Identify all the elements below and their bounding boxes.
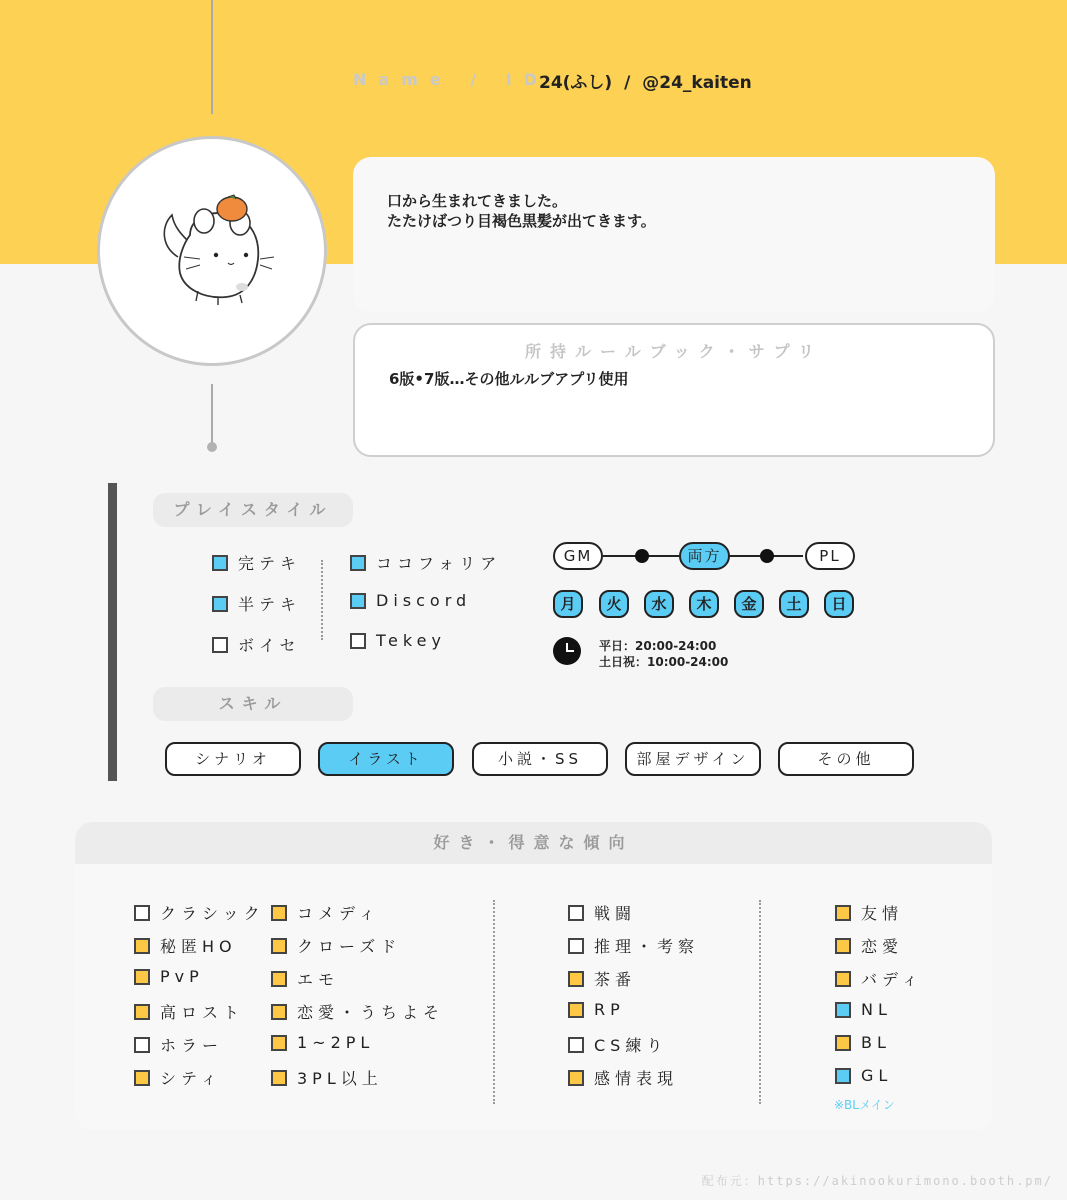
dotted-divider	[321, 560, 323, 640]
pref-label: 秘匿HO	[160, 937, 237, 956]
pref-item[interactable]	[568, 934, 699, 957]
checkbox-unchecked[interactable]	[134, 905, 150, 921]
playstyle-label: 完テキ	[238, 554, 302, 573]
intro-line-2: たたけばつり目褐色黒髪が出てきます。	[387, 212, 656, 230]
playstyle-title: プレイスタイル	[153, 493, 353, 527]
pref-label: 高ロスト	[160, 1003, 245, 1022]
pref-label: NL	[861, 1000, 892, 1019]
skills-title: スキル	[153, 687, 353, 721]
playstyle-item-kan-teki[interactable]	[212, 551, 301, 574]
skill-illust-selected[interactable]: イラスト	[318, 742, 454, 776]
pref-item[interactable]	[134, 901, 265, 924]
day-sun[interactable]: 日	[824, 590, 854, 618]
role-step-dot[interactable]	[760, 549, 774, 563]
pref-label: バディ	[861, 970, 923, 989]
name-id-label: Name / ID	[353, 70, 549, 89]
day-mon[interactable]: 月	[553, 590, 583, 618]
checkbox-checked[interactable]	[271, 971, 287, 987]
checkbox-checked[interactable]	[350, 593, 366, 609]
dotted-divider	[759, 900, 761, 1104]
checkbox-checked[interactable]	[134, 938, 150, 954]
role-gm[interactable]: GM	[553, 542, 603, 570]
playstyle-label: Discord	[376, 591, 472, 610]
timeline-line-top	[211, 0, 213, 114]
checkbox-unchecked[interactable]	[212, 637, 228, 653]
time-weekend: 土日祝：10:00-24:00	[599, 655, 729, 669]
credit-text: 配布元：https://akinookurimono.booth.pm/	[701, 1174, 1053, 1188]
role-step-dot[interactable]	[635, 549, 649, 563]
pref-item[interactable]	[271, 967, 339, 990]
pref-item[interactable]	[271, 934, 401, 957]
playstyle-item-han-teki[interactable]	[212, 592, 301, 615]
pref-label: GL	[861, 1066, 893, 1085]
pref-item[interactable]	[835, 1033, 891, 1052]
checkbox-unchecked[interactable]	[568, 1037, 584, 1053]
pref-item[interactable]	[568, 901, 636, 924]
pref-label: 友情	[861, 904, 904, 923]
checkbox-checked[interactable]	[212, 555, 228, 571]
playstyle-item-tekey[interactable]	[350, 631, 446, 650]
playstyle-label: 半テキ	[238, 595, 302, 614]
playstyle-item-voice[interactable]	[212, 633, 301, 656]
pref-item[interactable]	[134, 967, 204, 986]
checkbox-unchecked[interactable]	[568, 938, 584, 954]
pref-label: ホラー	[160, 1036, 224, 1055]
checkbox-unchecked[interactable]	[568, 905, 584, 921]
checkbox-unchecked[interactable]	[134, 1037, 150, 1053]
pref-label: 推理・考察	[594, 937, 700, 956]
preferences-title: 好き・得意な傾向	[75, 822, 992, 864]
pref-item[interactable]	[134, 934, 237, 957]
pref-item[interactable]	[271, 1033, 374, 1052]
checkbox-checked[interactable]	[568, 1070, 584, 1086]
time-weekday: 平日：20:00-24:00	[599, 639, 717, 653]
pref-item[interactable]	[568, 1066, 678, 1089]
name-id-value: 24(ふし) / @24_kaiten	[539, 73, 752, 93]
checkbox-checked[interactable]	[350, 555, 366, 571]
checkbox-unchecked[interactable]	[350, 633, 366, 649]
checkbox-checked[interactable]	[835, 905, 851, 921]
pref-label: クラシック	[160, 904, 265, 923]
timeline-line-mid	[211, 384, 213, 444]
playstyle-item-cocofolia[interactable]	[350, 551, 501, 574]
pref-label: エモ	[297, 970, 340, 989]
pref-item[interactable]	[835, 934, 903, 957]
rulebook-text: 6版•7版…その他ルルブアプリ使用	[389, 370, 629, 388]
pref-label: BL	[861, 1033, 891, 1052]
pref-label: PvP	[160, 967, 204, 986]
day-thu[interactable]: 木	[689, 590, 719, 618]
pref-label: コメディ	[297, 904, 380, 923]
intro-line-1: 口から生まれてきました。	[387, 192, 568, 210]
skill-novel-ss[interactable]: 小説・SS	[472, 742, 608, 776]
checkbox-checked[interactable]	[271, 938, 287, 954]
checkbox-checked[interactable]	[271, 1070, 287, 1086]
section-side-bar	[108, 483, 117, 781]
checkbox-checked[interactable]	[568, 1002, 584, 1018]
pref-item[interactable]	[835, 1066, 892, 1085]
playstyle-label: ココフォリア	[376, 554, 502, 573]
skill-scenario[interactable]: シナリオ	[165, 742, 301, 776]
playstyle-label: ボイセ	[238, 636, 301, 655]
pref-item[interactable]	[134, 1033, 223, 1056]
pref-item[interactable]	[568, 967, 636, 990]
checkbox-checked[interactable]	[835, 938, 851, 954]
checkbox-checked[interactable]	[134, 969, 150, 985]
rulebook-title: 所持ルールブック・サプリ	[525, 342, 823, 361]
pref-label: 茶番	[594, 970, 637, 989]
avatar	[97, 136, 327, 366]
pref-item[interactable]	[835, 901, 903, 924]
dotted-divider	[493, 900, 495, 1104]
pref-label: シティ	[160, 1069, 222, 1088]
rulebook-card	[353, 323, 995, 457]
pref-label: 感情表現	[594, 1069, 679, 1088]
pref-label: 恋愛・うちよそ	[297, 1003, 445, 1022]
day-sat[interactable]: 土	[779, 590, 809, 618]
checkbox-checked[interactable]	[271, 1035, 287, 1051]
day-wed[interactable]: 水	[644, 590, 674, 618]
pref-item[interactable]	[835, 967, 923, 990]
pref-label: 恋愛	[861, 937, 904, 956]
checkbox-checked[interactable]	[568, 971, 584, 987]
pref-item[interactable]	[568, 1033, 667, 1056]
checkbox-checked[interactable]	[835, 1035, 851, 1051]
role-pl[interactable]: PL	[805, 542, 855, 570]
pref-label: CS練り	[594, 1036, 668, 1055]
clock-icon	[553, 637, 581, 665]
bl-main-note: ※BLメイン	[834, 1098, 895, 1112]
checkbox-checked[interactable]	[835, 1002, 851, 1018]
pref-label: クローズド	[297, 937, 402, 956]
intro-card	[353, 157, 995, 312]
pref-item[interactable]	[134, 1000, 244, 1023]
checkbox-checked[interactable]	[134, 1070, 150, 1086]
pref-item[interactable]	[134, 1066, 222, 1089]
pref-item[interactable]	[568, 1000, 625, 1019]
pref-label: 戦闘	[594, 904, 637, 923]
timeline-dot	[207, 442, 217, 452]
playstyle-label: Tekey	[376, 631, 446, 650]
skill-other[interactable]: その他	[778, 742, 914, 776]
day-tue[interactable]: 火	[599, 590, 629, 618]
chinchilla-mikan-illustration	[100, 139, 324, 363]
pref-item[interactable]	[835, 1000, 892, 1019]
checkbox-checked[interactable]	[212, 596, 228, 612]
checkbox-checked[interactable]	[271, 905, 287, 921]
role-both-selected[interactable]: 両方	[679, 542, 730, 570]
pref-item[interactable]	[271, 1066, 383, 1089]
pref-item[interactable]	[271, 901, 380, 924]
pref-label: RP	[594, 1000, 625, 1019]
checkbox-checked[interactable]	[271, 1004, 287, 1020]
checkbox-checked[interactable]	[835, 1068, 851, 1084]
checkbox-checked[interactable]	[835, 971, 851, 987]
day-fri[interactable]: 金	[734, 590, 764, 618]
skill-room-design[interactable]: 部屋デザイン	[625, 742, 761, 776]
pref-label: 3PL以上	[297, 1069, 383, 1088]
pref-label: 1~2PL	[297, 1033, 375, 1052]
checkbox-checked[interactable]	[134, 1004, 150, 1020]
pref-item[interactable]	[271, 1000, 444, 1023]
playstyle-item-discord[interactable]	[350, 591, 471, 610]
